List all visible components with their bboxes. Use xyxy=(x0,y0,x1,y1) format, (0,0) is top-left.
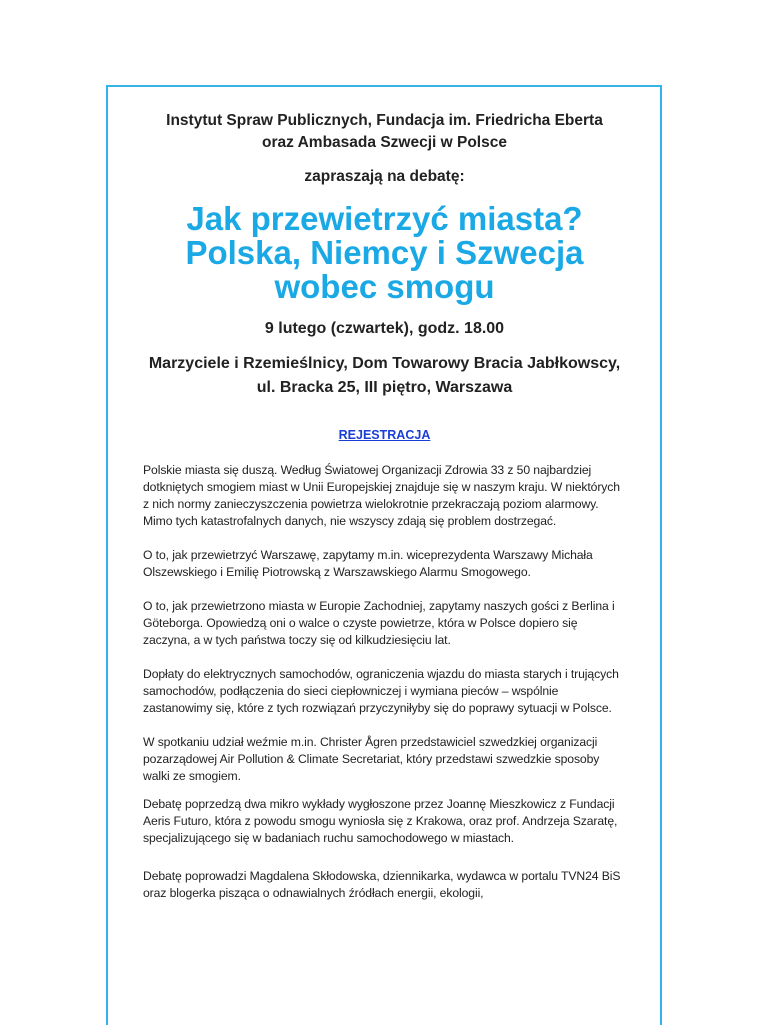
place-line-2: ul. Bracka 25, III piętro, Warszawa xyxy=(256,379,513,396)
title-line-3: wobec smogu xyxy=(274,268,495,305)
paragraph-intro: Polskie miasta się duszą. Według Światowej Organizacji Zdrowia 33 z 50 najbardziej dotkniętych smogiem miast w Unii Europejskiej znajduje się w naszym kraju. W niektórych z nich normy zanieczyszczenia powietrza wielokrotnie przekraczają poziom alarmowy. Mimo tych katastrofalnych danych, nie wszyscy zdają się problem dostrzegać. xyxy=(143,463,620,528)
organizers xyxy=(143,110,626,154)
event-date: 9 lutego (czwartek), godz. 18.00 xyxy=(264,320,505,337)
event-title xyxy=(143,202,626,304)
title-line-2: Polska, Niemcy i Szwecja xyxy=(185,234,584,271)
registration xyxy=(143,426,626,444)
registration-link[interactable]: REJESTRACJA xyxy=(338,428,431,442)
paragraph-lectures: Debatę poprzedzą dwa mikro wykłady wygłoszone przez Joannę Mieszkowicz z Fundacji Aeris Futuro, która z powodu smogu wyniosła się z Krakowa, oraz prof. Andrzeja Szaratę, specjalizującego się w badaniach ruchu samochodowego w miastach. xyxy=(143,797,618,845)
invitation-content xyxy=(143,110,626,902)
title-line-1: Jak przewietrzyć miasta? xyxy=(186,200,583,237)
paragraph-western-europe: O to, jak przewietrzono miasta w Europie Zachodniej, zapytamy naszych gości z Berlina i Göteborga. Opowiedzą oni o walce o czyste powietrze, która w Polsce dopiero się zaczyna, a w tych państwa toczy się od kilkudziesięciu lat. xyxy=(143,599,615,647)
place-line-1: Marzyciele i Rzemieślnicy, Dom Towarowy Bracia Jabłkowscy, xyxy=(148,355,621,372)
invite-text: zapraszają na debatę: xyxy=(304,168,465,185)
event-place xyxy=(143,352,626,400)
organizers-line-2: oraz Ambasada Szwecji w Polsce xyxy=(262,134,507,151)
paragraph-moderator: Debatę poprowadzi Magdalena Skłodowska, dziennikarka, wydawca w portalu TVN24 BiS oraz blogerka pisząca o odnawialnych źródłach energii, ekologii, xyxy=(143,869,621,900)
organizers-line-1: Instytut Spraw Publicznych, Fundacja im. Friedricha Eberta xyxy=(166,112,603,129)
paragraph-warsaw: O to, jak przewietrzyć Warszawę, zapytamy m.in. wiceprezydenta Warszawy Michała Olszewskiego i Emilię Piotrowską z Warszawskiego Alarmu Smogowego. xyxy=(143,548,593,579)
paragraph-solutions: Dopłaty do elektrycznych samochodów, ograniczenia wjazdu do miasta starych i trujących samochodów, podłączenia do sieci ciepłowniczej i wymiana pieców – wspólnie zastanowimy się, które z tych rozwiązań przyczyniłyby się do poprawy sytuacji w Polsce. xyxy=(143,667,619,715)
paragraph-guest: W spotkaniu udział weźmie m.in. Christer Ågren przedstawiciel szwedzkiej organizacji pozarządowej Air Pollution & Climate Secretariat, który przedstawi szwedzkie sposoby walki ze smogiem. xyxy=(143,735,600,783)
